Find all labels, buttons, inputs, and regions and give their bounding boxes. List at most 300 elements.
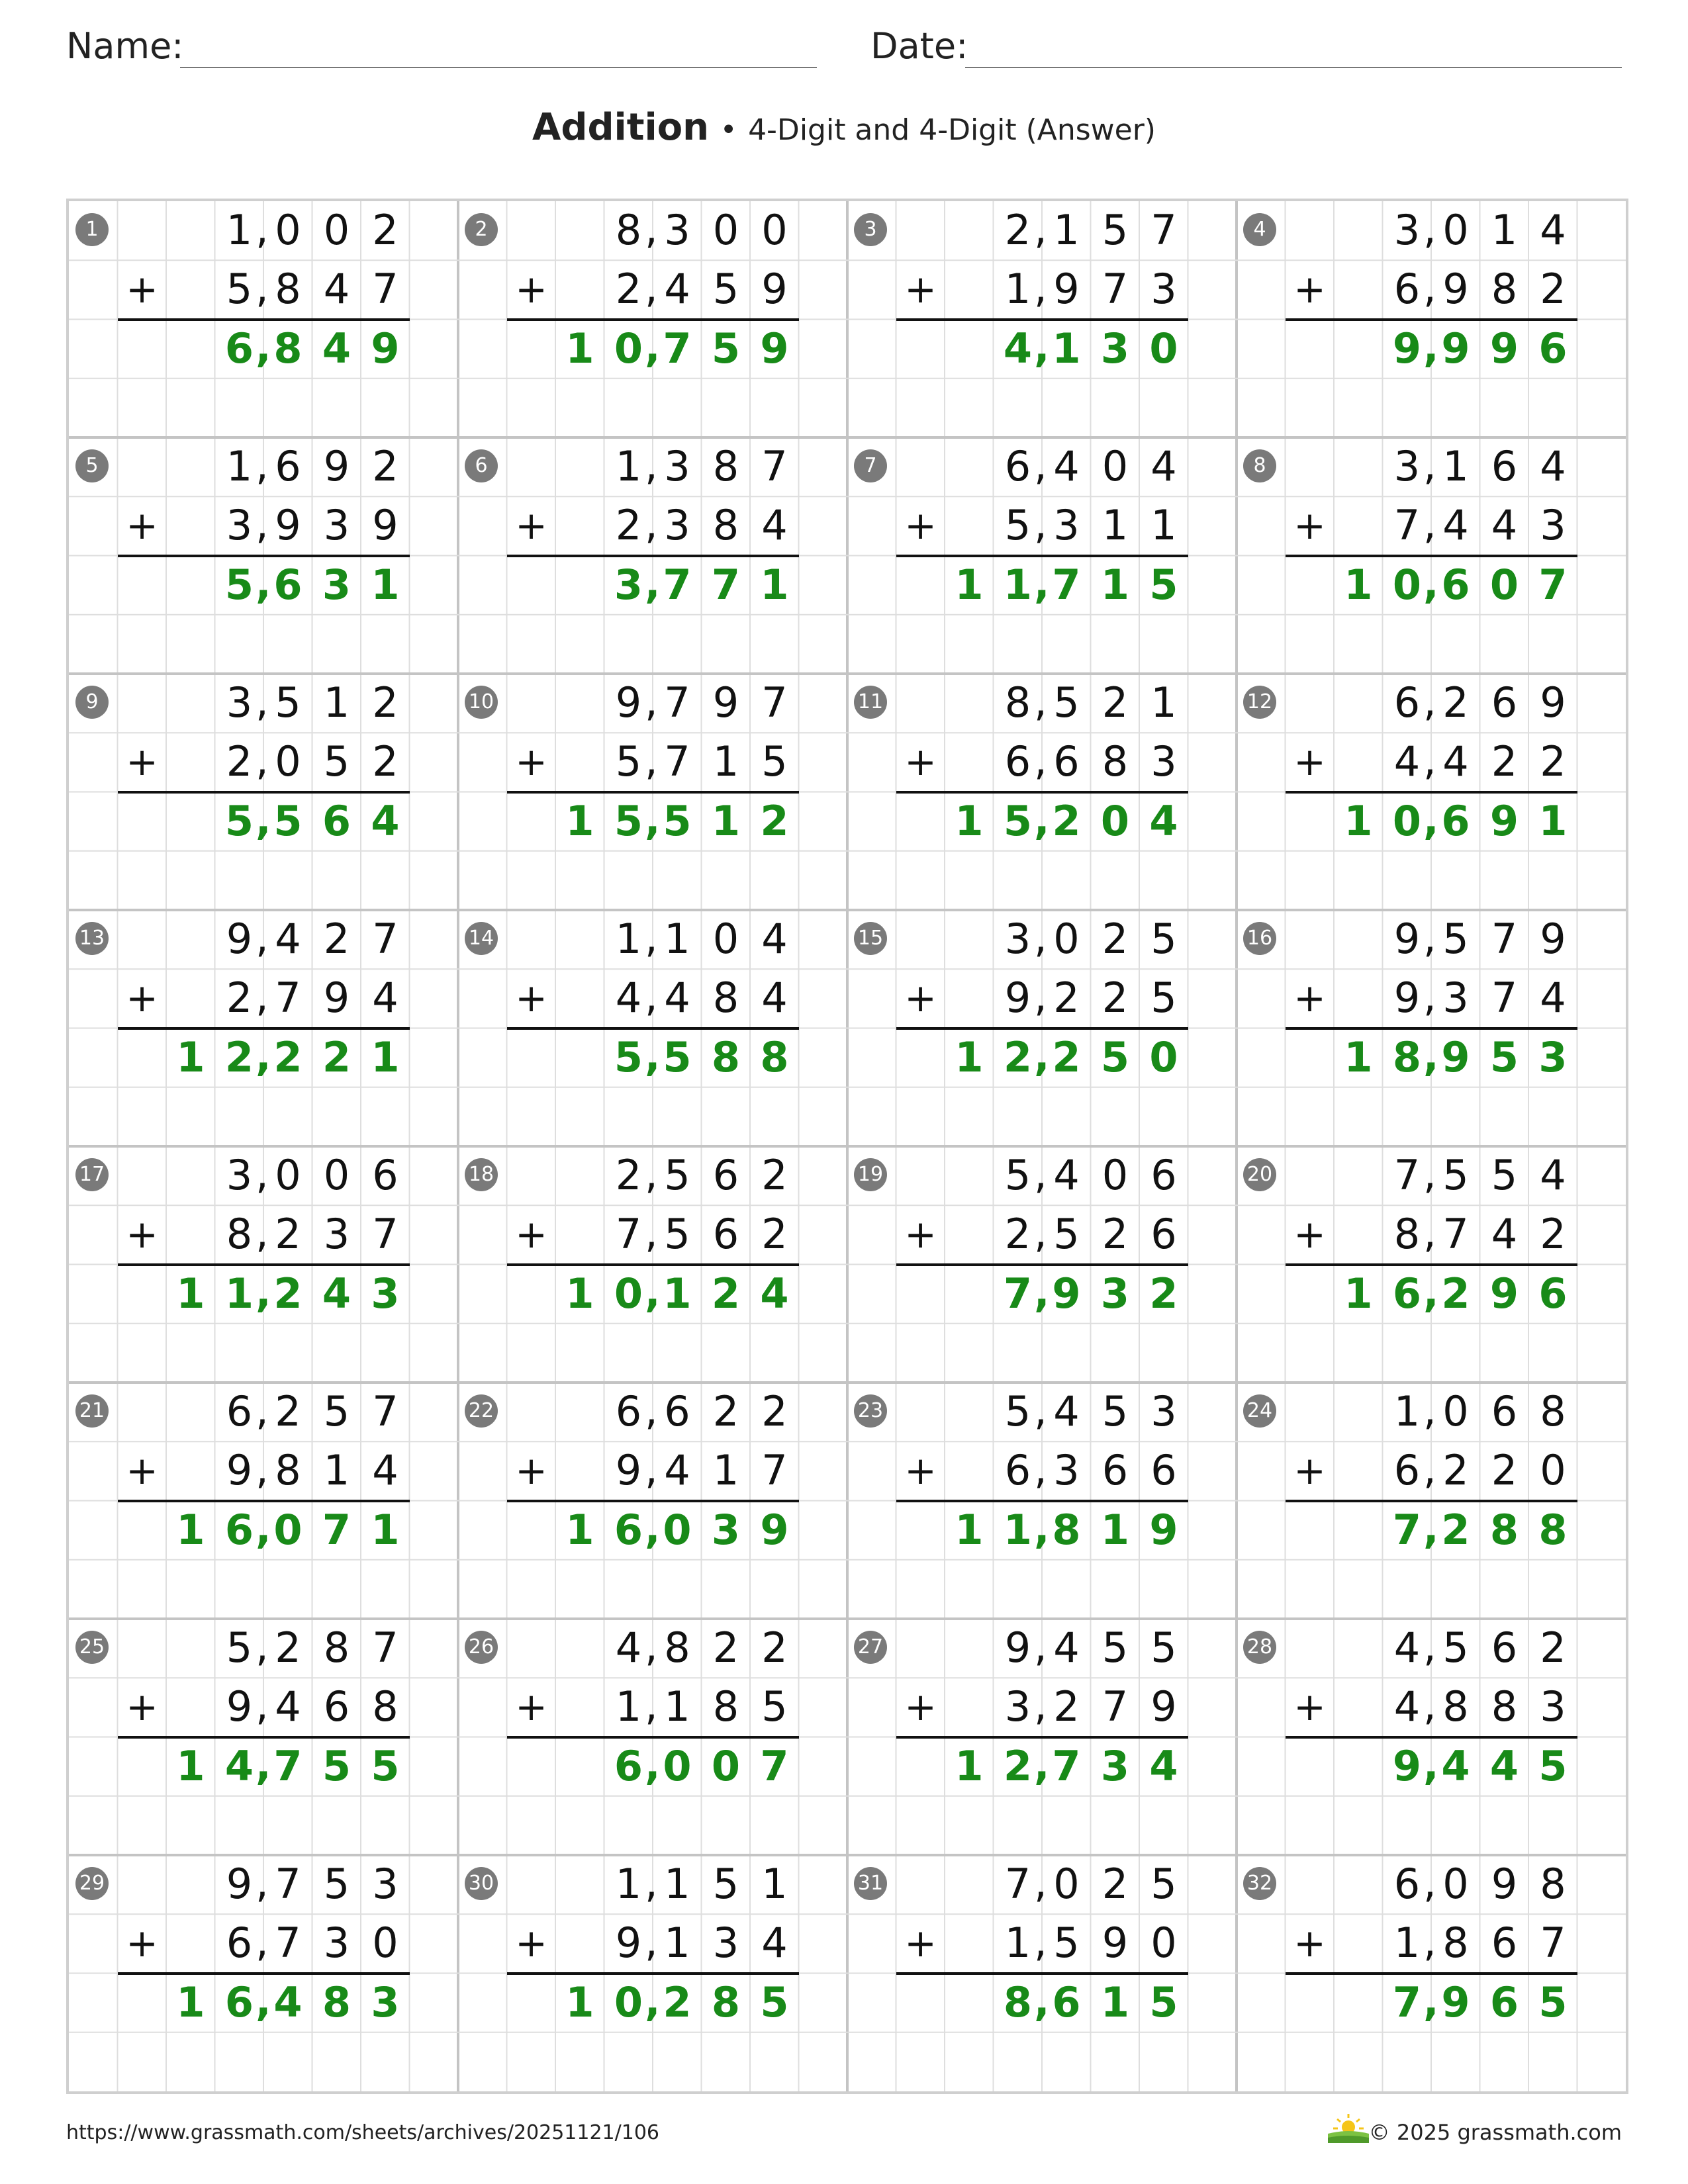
answer-digit: 3 <box>614 560 643 609</box>
addend-bottom-comma: , <box>256 1208 269 1257</box>
addend-top-digit: 6 <box>1491 1623 1518 1672</box>
addend-bottom-digit: 5 <box>1004 501 1031 550</box>
addend-bottom-digit: 3 <box>323 1919 350 1968</box>
answer-comma: , <box>1034 322 1050 371</box>
answer-digit: 2 <box>1052 1032 1081 1081</box>
addend-top-digit: 1 <box>615 442 642 490</box>
answer-digit: 6 <box>1489 1978 1519 2026</box>
answer-comma: , <box>1423 1031 1439 1080</box>
addend-bottom-digit: 5 <box>1053 1919 1080 1968</box>
addend-bottom-digit: 8 <box>1442 1682 1469 1731</box>
answer-digit: 5 <box>1003 796 1033 845</box>
problem-14 <box>458 910 847 1146</box>
answer-digit: 5 <box>322 1741 352 1790</box>
addend-top-digit: 3 <box>664 442 690 490</box>
answer-digit: 1 <box>565 796 594 845</box>
addend-top-digit: 2 <box>1102 915 1129 963</box>
plus-sign: + <box>904 976 937 1021</box>
title-separator: • <box>720 113 737 147</box>
name-line[interactable] <box>180 67 817 68</box>
answer-digit: 5 <box>371 1741 400 1790</box>
addend-bottom-digit: 4 <box>664 974 690 1023</box>
answer-digit: 5 <box>273 796 303 845</box>
addend-top-digit: 5 <box>226 1623 253 1672</box>
problem-4 <box>1237 201 1626 437</box>
addend-bottom-digit: 1 <box>712 737 739 786</box>
answer-digit: 6 <box>614 1505 643 1554</box>
addend-bottom-digit: 5 <box>1053 1210 1080 1259</box>
problem-number-badge: 12 <box>1243 686 1276 719</box>
answer-digit: 1 <box>711 796 741 845</box>
answer-digit: 1 <box>760 560 789 609</box>
addend-bottom-comma: , <box>1423 500 1436 549</box>
addend-top-comma: , <box>1423 1150 1436 1198</box>
answer-digit: 2 <box>1052 796 1081 845</box>
answer-comma: , <box>1034 1976 1050 2025</box>
addend-bottom-digit: 2 <box>1102 1210 1129 1259</box>
addend-bottom-comma: , <box>645 1445 658 1494</box>
worksheet-title <box>0 106 1688 149</box>
problem-number-badge: 15 <box>854 922 887 955</box>
answer-comma: , <box>1423 322 1439 371</box>
answer-digit: 6 <box>614 1741 643 1790</box>
plus-sign: + <box>515 1212 547 1257</box>
answer-digit: 0 <box>1392 560 1422 609</box>
answer-digit: 4 <box>273 1978 303 2026</box>
answer-digit: 2 <box>1441 1269 1470 1318</box>
answer-digit: 3 <box>371 1978 400 2026</box>
problem-9 <box>69 674 458 910</box>
problem-29 <box>69 1855 458 2091</box>
addend-bottom-digit: 8 <box>712 1682 739 1731</box>
addend-top-digit: 4 <box>1053 1623 1080 1672</box>
answer-digit: 6 <box>1052 1978 1081 2026</box>
addend-bottom-digit: 0 <box>1150 1919 1177 1968</box>
addend-bottom-digit: 2 <box>1540 737 1566 786</box>
problem-number-badge: 24 <box>1243 1394 1276 1428</box>
problem-6 <box>458 437 847 674</box>
title-main: Addition <box>532 106 710 149</box>
addend-top-digit: 3 <box>1150 1387 1177 1435</box>
answer-digit: 7 <box>322 1505 352 1554</box>
answer-comma: , <box>256 1976 271 2025</box>
addend-top-digit: 9 <box>1491 1860 1518 1908</box>
addend-top-comma: , <box>645 1150 658 1198</box>
addend-bottom-digit: 5 <box>712 265 739 314</box>
answer-digit: 4 <box>760 1269 789 1318</box>
answer-digit: 8 <box>1392 1032 1422 1081</box>
addend-top-digit: 9 <box>226 1860 253 1908</box>
addend-bottom-comma: , <box>1034 1917 1047 1966</box>
answer-digit: 2 <box>322 1032 352 1081</box>
addend-bottom-digit: 0 <box>372 1919 399 1968</box>
problem-24 <box>1237 1383 1626 1619</box>
addend-bottom-digit: 6 <box>1393 265 1421 314</box>
answer-digit: 0 <box>614 1269 643 1318</box>
addend-bottom-digit: 9 <box>1004 974 1031 1023</box>
addend-bottom-digit: 3 <box>1004 1682 1031 1731</box>
addend-top-digit: 2 <box>761 1623 788 1672</box>
answer-digit: 1 <box>1344 1032 1373 1081</box>
problem-27 <box>847 1619 1237 1855</box>
addend-bottom-digit: 8 <box>1442 1919 1469 1968</box>
addend-bottom-comma: , <box>1034 736 1047 785</box>
answer-digit: 9 <box>760 324 789 373</box>
answer-digit: 8 <box>322 1978 352 2026</box>
addend-bottom-digit: 3 <box>226 501 253 550</box>
addend-top-digit: 8 <box>1540 1860 1566 1908</box>
problem-16 <box>1237 910 1626 1146</box>
addend-bottom-digit: 9 <box>226 1682 253 1731</box>
addend-top-digit: 3 <box>372 1860 399 1908</box>
problem-number-badge: 2 <box>465 213 498 246</box>
plus-sign: + <box>515 976 547 1021</box>
addend-bottom-digit: 9 <box>1393 974 1421 1023</box>
addend-bottom-digit: 7 <box>1442 1210 1469 1259</box>
answer-digit: 0 <box>1489 560 1519 609</box>
addend-top-digit: 4 <box>1540 206 1566 254</box>
answer-digit: 1 <box>1052 324 1081 373</box>
addend-top-comma: , <box>256 913 269 962</box>
addend-top-comma: , <box>1423 441 1436 489</box>
answer-digit: 1 <box>565 1269 594 1318</box>
addend-bottom-digit: 3 <box>323 501 350 550</box>
addend-top-digit: 7 <box>1393 1151 1421 1199</box>
addend-bottom-digit: 6 <box>226 1919 253 1968</box>
answer-digit: 5 <box>224 560 254 609</box>
addend-bottom-digit: 1 <box>664 1919 690 1968</box>
problem-number-badge: 11 <box>854 686 887 719</box>
plus-sign: + <box>1293 1448 1326 1494</box>
addend-bottom-comma: , <box>256 1917 269 1966</box>
answer-digit: 4 <box>322 1269 352 1318</box>
problem-12 <box>1237 674 1626 910</box>
addend-top-digit: 2 <box>761 1387 788 1435</box>
addend-top-digit: 7 <box>372 1623 399 1672</box>
plus-sign: + <box>126 739 158 785</box>
addend-top-comma: , <box>1423 1858 1436 1907</box>
addend-top-digit: 4 <box>1393 1623 1421 1672</box>
answer-digit: 9 <box>371 324 400 373</box>
answer-digit: 5 <box>1538 1741 1568 1790</box>
addend-top-comma: , <box>645 205 658 253</box>
problem-28 <box>1237 1619 1626 1855</box>
addend-top-digit: 5 <box>1442 915 1469 963</box>
addend-top-digit: 6 <box>1004 442 1031 490</box>
addend-top-digit: 9 <box>323 442 350 490</box>
problem-number-badge: 27 <box>854 1631 887 1664</box>
problem-21 <box>69 1383 458 1619</box>
title-subtitle: 4-Digit and 4-Digit (Answer) <box>748 113 1156 147</box>
addend-top-digit: 1 <box>615 915 642 963</box>
addend-bottom-digit: 4 <box>1442 501 1469 550</box>
addend-bottom-digit: 3 <box>1053 1446 1080 1495</box>
answer-comma: , <box>256 1740 271 1789</box>
addend-bottom-comma: , <box>645 1917 658 1966</box>
addend-bottom-digit: 2 <box>1004 1210 1031 1259</box>
addend-top-digit: 4 <box>1053 1151 1080 1199</box>
addend-bottom-digit: 2 <box>1102 974 1129 1023</box>
problem-10 <box>458 674 847 910</box>
addend-top-digit: 0 <box>275 1151 301 1199</box>
answer-digit: 1 <box>371 1032 400 1081</box>
addend-top-digit: 4 <box>1540 1151 1566 1199</box>
addend-bottom-digit: 8 <box>372 1682 399 1731</box>
addend-top-digit: 7 <box>1004 1860 1031 1908</box>
answer-digit: 1 <box>1100 1978 1130 2026</box>
addend-top-digit: 7 <box>761 678 788 727</box>
answer-comma: , <box>645 1976 661 2025</box>
addend-top-digit: 6 <box>372 1151 399 1199</box>
addend-bottom-digit: 6 <box>1150 1210 1177 1259</box>
addend-top-comma: , <box>645 441 658 489</box>
addend-top-comma: , <box>1034 441 1047 489</box>
answer-digit: 3 <box>1100 1269 1130 1318</box>
plus-sign: + <box>904 1448 937 1494</box>
addend-top-digit: 1 <box>1150 678 1177 727</box>
date-line[interactable] <box>965 67 1622 68</box>
addend-bottom-digit: 6 <box>1150 1446 1177 1495</box>
addend-bottom-digit: 1 <box>712 1446 739 1495</box>
problem-23 <box>847 1383 1237 1619</box>
addend-bottom-digit: 3 <box>712 1919 739 1968</box>
problem-number-badge: 19 <box>854 1158 887 1191</box>
answer-digit: 2 <box>760 796 789 845</box>
answer-digit: 7 <box>1538 560 1568 609</box>
addend-bottom-digit: 7 <box>1491 974 1518 1023</box>
answer-comma: , <box>1423 1740 1439 1789</box>
plus-sign: + <box>1293 1212 1326 1257</box>
addend-bottom-comma: , <box>645 1681 658 1730</box>
answer-digit: 4 <box>1149 1741 1178 1790</box>
addend-top-digit: 2 <box>1442 678 1469 727</box>
answer-digit: 3 <box>711 1505 741 1554</box>
addend-bottom-comma: , <box>1423 972 1436 1021</box>
addend-bottom-comma: , <box>256 1681 269 1730</box>
answer-comma: , <box>645 1504 661 1553</box>
addend-top-comma: , <box>1423 205 1436 253</box>
answer-digit: 0 <box>614 1978 643 2026</box>
addend-top-digit: 8 <box>664 1623 690 1672</box>
answer-digit: 1 <box>1344 1269 1373 1318</box>
addend-top-digit: 2 <box>712 1387 739 1435</box>
addend-bottom-digit: 4 <box>323 265 350 314</box>
answer-comma: , <box>1034 1504 1050 1553</box>
addend-top-digit: 2 <box>615 1151 642 1199</box>
problem-26 <box>458 1619 847 1855</box>
addend-top-digit: 2 <box>1540 1623 1566 1672</box>
answer-digit: 7 <box>1392 1978 1422 2026</box>
answer-digit: 1 <box>1344 796 1373 845</box>
problem-7 <box>847 437 1237 674</box>
addend-bottom-digit: 4 <box>761 974 788 1023</box>
addend-bottom-comma: , <box>256 972 269 1021</box>
answer-digit: 5 <box>614 796 643 845</box>
addend-bottom-digit: 2 <box>1491 1446 1518 1495</box>
answer-comma: , <box>256 795 271 844</box>
answer-digit: 4 <box>1149 796 1178 845</box>
answer-digit: 2 <box>663 1978 692 2026</box>
addend-top-digit: 9 <box>1540 915 1566 963</box>
plus-sign: + <box>126 267 158 312</box>
plus-sign: + <box>904 739 937 785</box>
problem-number-badge: 9 <box>75 686 109 719</box>
plus-sign: + <box>515 1448 547 1494</box>
answer-digit: 5 <box>614 1032 643 1081</box>
addend-bottom-digit: 4 <box>1491 501 1518 550</box>
addend-bottom-digit: 2 <box>615 501 642 550</box>
addend-bottom-digit: 0 <box>1540 1446 1566 1495</box>
problem-number-badge: 6 <box>465 449 498 482</box>
addend-bottom-comma: , <box>1034 1445 1047 1494</box>
addend-bottom-digit: 1 <box>1004 265 1031 314</box>
plus-sign: + <box>904 267 937 312</box>
addend-top-digit: 7 <box>1150 206 1177 254</box>
addend-top-digit: 2 <box>1102 1860 1129 1908</box>
answer-digit: 6 <box>1392 1269 1422 1318</box>
plus-sign: + <box>126 1684 158 1730</box>
addend-bottom-digit: 4 <box>664 1446 690 1495</box>
addend-bottom-digit: 3 <box>323 1210 350 1259</box>
addend-top-digit: 9 <box>615 678 642 727</box>
addend-bottom-digit: 6 <box>712 1210 739 1259</box>
addend-bottom-digit: 9 <box>323 974 350 1023</box>
addend-bottom-digit: 4 <box>664 265 690 314</box>
answer-digit: 4 <box>1489 1741 1519 1790</box>
addend-top-digit: 6 <box>615 1387 642 1435</box>
addend-top-digit: 2 <box>372 442 399 490</box>
addend-bottom-digit: 1 <box>664 1682 690 1731</box>
addend-top-digit: 1 <box>664 915 690 963</box>
addend-bottom-digit: 7 <box>372 1210 399 1259</box>
addend-bottom-digit: 9 <box>1442 265 1469 314</box>
problem-number-badge: 4 <box>1243 213 1276 246</box>
addend-bottom-digit: 1 <box>1393 1919 1421 1968</box>
plus-sign: + <box>515 503 547 549</box>
addend-bottom-digit: 5 <box>615 737 642 786</box>
answer-digit: 5 <box>711 324 741 373</box>
answer-digit: 6 <box>1538 324 1568 373</box>
addend-bottom-digit: 6 <box>323 1682 350 1731</box>
answer-digit: 9 <box>1392 324 1422 373</box>
addend-bottom-digit: 2 <box>615 265 642 314</box>
addend-top-digit: 1 <box>1053 206 1080 254</box>
answer-digit: 7 <box>1052 1741 1081 1790</box>
problem-number-badge: 10 <box>465 686 498 719</box>
addend-top-digit: 9 <box>226 915 253 963</box>
addend-bottom-digit: 4 <box>1540 974 1566 1023</box>
addend-top-digit: 1 <box>226 442 253 490</box>
answer-digit: 0 <box>1392 796 1422 845</box>
answer-digit: 5 <box>1538 1978 1568 2026</box>
addend-bottom-digit: 2 <box>1053 1682 1080 1731</box>
problem-number-badge: 7 <box>854 449 887 482</box>
answer-digit: 0 <box>614 324 643 373</box>
answer-digit: 2 <box>224 1032 254 1081</box>
addend-top-digit: 6 <box>1150 1151 1177 1199</box>
answer-digit: 3 <box>322 560 352 609</box>
addend-bottom-comma: , <box>645 736 658 785</box>
addend-top-comma: , <box>256 441 269 489</box>
problem-20 <box>1237 1146 1626 1383</box>
answer-digit: 1 <box>1100 1505 1130 1554</box>
addend-bottom-digit: 9 <box>1053 265 1080 314</box>
addend-top-digit: 1 <box>1491 206 1518 254</box>
addend-top-digit: 6 <box>664 1387 690 1435</box>
addend-bottom-digit: 6 <box>1004 737 1031 786</box>
addend-bottom-digit: 9 <box>761 265 788 314</box>
answer-comma: , <box>645 795 661 844</box>
addend-bottom-digit: 5 <box>226 265 253 314</box>
answer-digit: 1 <box>565 1978 594 2026</box>
addend-top-digit: 6 <box>275 442 301 490</box>
answer-digit: 8 <box>1489 1505 1519 1554</box>
addend-top-digit: 0 <box>323 206 350 254</box>
answer-comma: , <box>1034 1267 1050 1316</box>
footer-url[interactable]: https://www.grassmath.com/sheets/archives/20251121/106 <box>66 2121 660 2144</box>
addend-top-digit: 1 <box>226 206 253 254</box>
problem-15 <box>847 910 1237 1146</box>
answer-digit: 0 <box>1149 324 1178 373</box>
addend-bottom-digit: 8 <box>1393 1210 1421 1259</box>
problem-number-badge: 3 <box>854 213 887 246</box>
addend-bottom-digit: 8 <box>275 1446 301 1495</box>
addend-top-comma: , <box>645 1858 658 1907</box>
plus-sign: + <box>515 267 547 312</box>
answer-digit: 1 <box>1100 560 1130 609</box>
addend-bottom-digit: 4 <box>372 974 399 1023</box>
addend-top-comma: , <box>1423 1386 1436 1434</box>
answer-digit: 9 <box>1392 1741 1422 1790</box>
addend-bottom-digit: 9 <box>615 1446 642 1495</box>
addend-top-digit: 5 <box>712 1860 739 1908</box>
answer-comma: , <box>256 322 271 371</box>
addend-top-digit: 0 <box>761 206 788 254</box>
answer-digit: 3 <box>371 1269 400 1318</box>
problem-number-badge: 16 <box>1243 922 1276 955</box>
problem-31 <box>847 1855 1237 2091</box>
problem-number-badge: 22 <box>465 1394 498 1428</box>
answer-digit: 1 <box>955 796 984 845</box>
answer-digit: 2 <box>1441 1505 1470 1554</box>
addend-bottom-digit: 2 <box>761 1210 788 1259</box>
addend-top-comma: , <box>256 1386 269 1434</box>
plus-sign: + <box>1293 739 1326 785</box>
problem-11 <box>847 674 1237 910</box>
answer-digit: 1 <box>176 1269 205 1318</box>
addend-bottom-comma: , <box>256 1445 269 1494</box>
addend-top-comma: , <box>1034 1386 1047 1434</box>
addend-top-comma: , <box>645 1622 658 1670</box>
answer-digit: 8 <box>711 1978 741 2026</box>
name-label: Name: <box>66 25 184 67</box>
answer-digit: 5 <box>1100 1032 1130 1081</box>
answer-digit: 5 <box>224 796 254 845</box>
addend-top-digit: 0 <box>1102 1151 1129 1199</box>
problem-number-badge: 21 <box>75 1394 109 1428</box>
addend-bottom-digit: 5 <box>664 1210 690 1259</box>
addend-bottom-digit: 6 <box>1053 737 1080 786</box>
addend-top-comma: , <box>256 1858 269 1907</box>
addend-bottom-digit: 1 <box>615 1682 642 1731</box>
addend-top-digit: 4 <box>615 1623 642 1672</box>
addend-bottom-digit: 7 <box>615 1210 642 1259</box>
date-label: Date: <box>870 25 968 67</box>
addend-top-digit: 2 <box>761 1151 788 1199</box>
problem-8 <box>1237 437 1626 674</box>
answer-digit: 2 <box>711 1269 741 1318</box>
addend-top-digit: 5 <box>1004 1151 1031 1199</box>
